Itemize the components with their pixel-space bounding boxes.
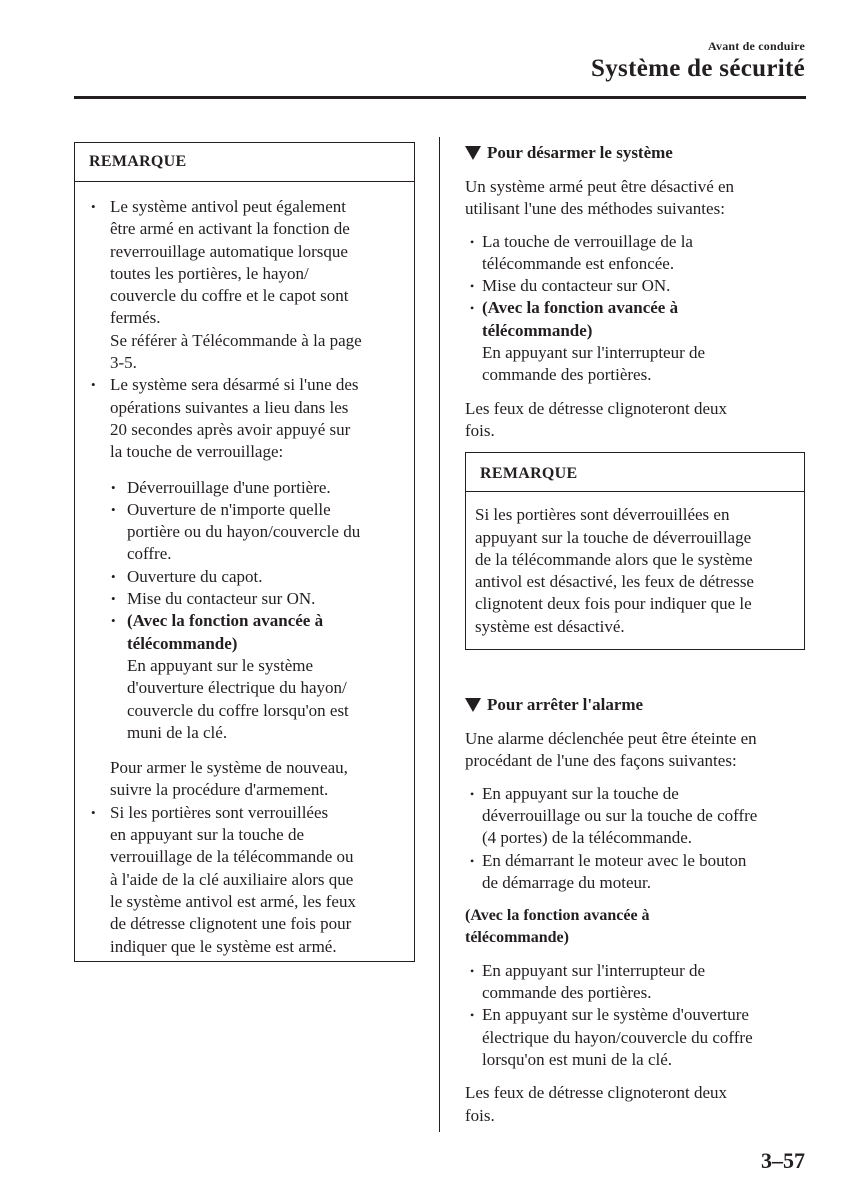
text-line: En appuyant sur l'interrupteur de [482,343,706,363]
list-item [110,610,408,744]
text-line: commande des portières. [482,983,652,1003]
sub-bullet-list [110,477,408,745]
text-line: indiquer que le système est armé. [110,936,337,956]
text-line: de détresse clignotent une fois pour [110,914,352,934]
left-note-box [74,142,415,962]
triangle-down-icon [465,698,481,712]
text-line: Les feux de détresse clignoteront deux [465,1083,727,1103]
list-item [465,275,810,297]
text-line: Un système armé peut être désactivé en [465,177,735,196]
paragraph [465,728,810,773]
text-line: suivre la procédure d'armement. [110,780,329,800]
text-line-bold: télécommande) [482,320,593,340]
bullet-list [465,231,810,387]
text-line: système est désactivé. [475,616,625,636]
text-line: d'ouverture électrique du hayon/ [127,678,347,698]
text-line: à l'aide de la clé auxiliaire alors que [110,869,354,889]
text-line: • Mise du contacteur sur ON. [127,589,316,609]
text-line: • En appuyant sur le système d'ouverture [482,1005,749,1025]
note-body [466,492,804,649]
bullet-list [465,783,810,894]
text-line: reverrouillage automatique lorsque [110,241,348,261]
text-line: couvercle du coffre et le capot sont [110,286,349,306]
subheading [465,905,810,950]
text-line: Une alarme déclenchée peut être éteinte en [465,729,757,749]
text-line: Pour armer le système de nouveau, [110,758,348,778]
text-line: • Mise du contacteur sur ON. [482,276,671,296]
text-line: antivol est désactivé, les feux de détresse [475,572,754,592]
list-item [465,297,810,386]
note-heading: REMARQUE [75,143,414,182]
list-item [88,802,408,958]
text-line: lorsqu'on est muni de la clé. [482,1049,673,1069]
paragraph [465,176,810,221]
text-line: Se référer à Télécommande à la page [110,330,362,350]
list-item [465,231,810,276]
text-line: être armé en activant la fonction de [110,219,350,239]
text-line-bold: (Avec la fonction avancée à [465,907,650,925]
list-item [88,374,408,801]
note-bullet-list [88,196,408,958]
text-line: • Le système antivol peut également [110,197,347,216]
text-line: Si les portières sont déverrouillées en [475,505,730,525]
list-item [110,477,408,499]
text-line: la touche de verrouillage: [110,442,284,462]
text-line: • En appuyant sur l'interrupteur de [482,960,706,980]
text-line: de démarrage du moteur. [482,872,651,892]
page-number: 3–57 [761,1148,805,1173]
text-line: fois. [465,1105,495,1125]
text-line: en appuyant sur la touche de [110,825,305,845]
text-line-bold: • (Avec la fonction avancée à [127,611,324,631]
text-line: fermés. [110,308,161,328]
text-line: procédant de l'une des façons suivantes: [465,751,737,771]
text-line: clignotent deux fois pour indiquer que le [475,594,752,614]
text-line-bold: télécommande) [465,929,569,947]
text-line: portière ou du hayon/couvercle du [127,522,361,542]
right-column [465,141,810,1127]
list-item [465,960,810,1005]
text-line: • Si les portières sont verrouillées [110,802,329,822]
section-heading-disarm [465,141,810,165]
bullet-list [465,960,810,1071]
text-line: utilisant l'une des méthodes suivantes: [465,199,725,219]
text-line: commande des portières. [482,365,652,385]
text-line: Les feux de détresse clignoteront deux [465,398,727,418]
text-line: • En démarrant le moteur avec le bouton [482,850,747,870]
text-line: • Déverrouillage d'une portière. [127,477,331,497]
right-note-box [465,452,805,650]
paragraph [465,398,810,443]
list-item [465,1004,810,1071]
text-line: En appuyant sur le système [127,655,314,675]
text-line: • Ouverture du capot. [127,566,263,586]
text-line: électrique du hayon/couvercle du coffre [482,1027,753,1047]
note-body [75,182,414,958]
text-line: (4 portes) de la télécommande. [482,828,693,848]
header-rule [74,96,806,99]
text-line: • Le système sera désarmé si l'une des [110,375,359,395]
text-line: de la télécommande alors que le système [475,549,753,569]
text-line: appuyant sur la touche de déverrouillage [475,527,752,547]
list-item [110,499,408,566]
text-line: verrouillage de la télécommande ou [110,847,354,867]
text-line: télécommande est enfoncée. [482,253,675,273]
text-line: le système antivol est armé, les feux [110,891,356,911]
text-line: 3-5. [110,353,137,373]
text-line: • Ouverture de n'importe quelle [127,499,331,519]
page-title: Système de sécurité [591,55,805,82]
text-line: couvercle du coffre lorsqu'on est [127,700,349,720]
triangle-down-icon [465,146,481,160]
text-line: toutes les portières, le hayon/ [110,263,309,283]
section-heading-alarm [465,693,810,717]
list-item [110,588,408,610]
note-heading: REMARQUE [466,453,804,492]
section-heading-text: Pour arrêter l'alarme [487,695,644,715]
text-line: • La touche de verrouillage de la [482,231,693,251]
text-line-bold: • (Avec la fonction avancée à [482,298,679,318]
text-line: muni de la clé. [127,722,228,742]
text-line: fois. [465,420,495,440]
list-item [465,783,810,850]
list-item [88,196,408,374]
column-divider [439,137,440,1132]
text-line: • En appuyant sur la touche de [482,783,679,803]
text-line-bold: télécommande) [127,633,238,653]
section-heading-text: Pour désarmer le système [487,143,673,162]
text-line: déverrouillage ou sur la touche de coffre [482,805,758,825]
text-line: opérations suivantes a lieu dans les [110,397,349,417]
list-item [465,850,810,895]
list-item [110,566,408,588]
paragraph [465,1082,810,1127]
text-line: coffre. [127,544,172,564]
chapter-label: Avant de conduire [708,39,805,53]
text-line: 20 secondes après avoir appuyé sur [110,419,351,439]
